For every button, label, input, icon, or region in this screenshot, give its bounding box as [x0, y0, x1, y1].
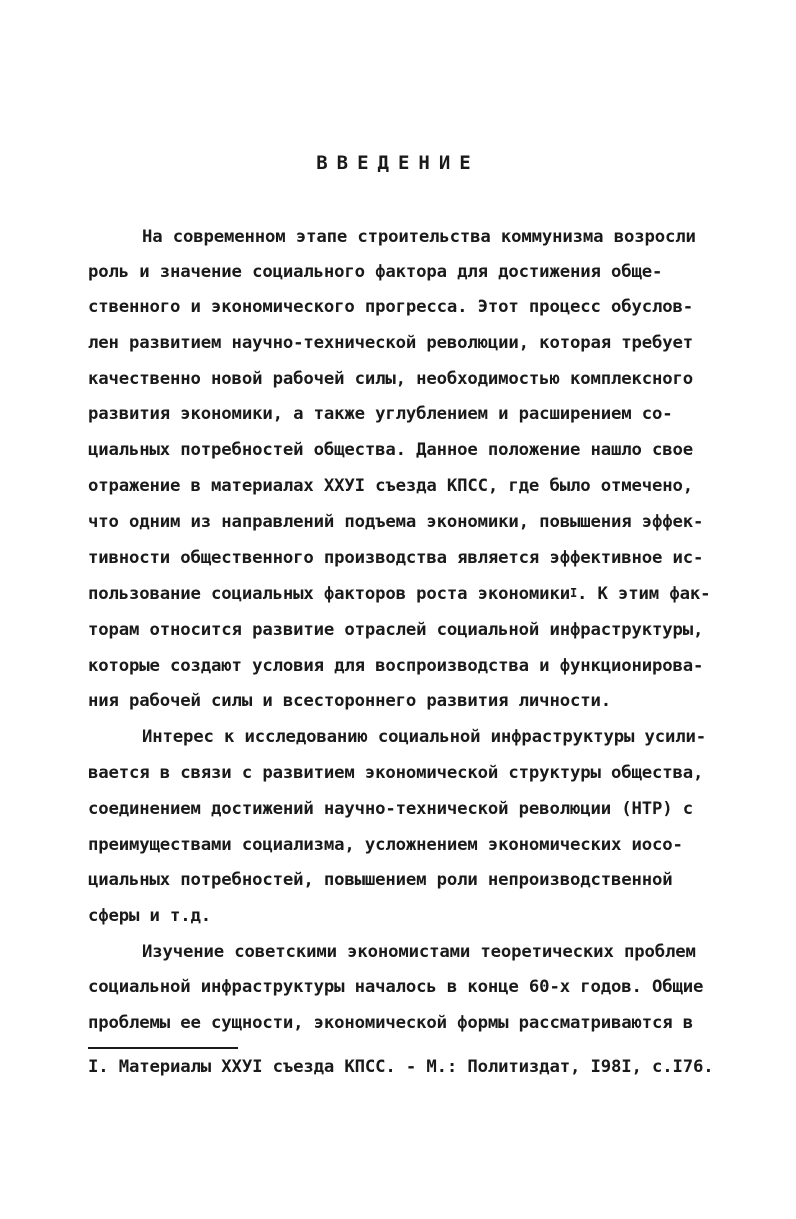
paragraph-2-line-2: вается в связи с развитием экономической структуры общества,	[88, 763, 704, 783]
paragraph-1-line-11-text: пользование социальных факторов роста экономики	[88, 584, 570, 604]
paragraph-2-line-6: сферы и т.д.	[88, 906, 212, 926]
paragraph-1-line-14: ния рабочей силы и всестороннего развития личности.	[88, 691, 611, 711]
page-title: ВВЕДЕНИЕ	[316, 152, 480, 174]
footnote-divider	[88, 1047, 238, 1049]
paragraph-1-line-13: которые создают условия для воспроизводства и функционирова-	[88, 656, 704, 676]
paragraph-1-line-11-tail: . К этим фак-	[577, 584, 711, 604]
footnote-marker: I	[569, 586, 578, 600]
paragraph-1-line-10: тивности общественного производства является эффективное ис-	[88, 548, 704, 568]
paragraph-1-line-9: что одним из направлений подъема экономики, повышения эффек-	[88, 512, 704, 532]
paragraph-3-line-1: Изучение советскими экономистами теоретических проблем	[142, 942, 696, 962]
paragraph-3-line-2: социальной инфраструктуры началось в конце 60-х годов. Общие	[88, 977, 704, 997]
paragraph-1-line-4: лен развитием научно-технической революции, которая требует	[88, 333, 693, 353]
paragraph-3-line-3: проблемы ее сущности, экономической формы рассматриваются в	[88, 1013, 693, 1033]
paragraph-1-line-12: торам относится развитие отраслей социальной инфраструктуры,	[88, 620, 704, 640]
paragraph-1-line-1: На современном этапе строительства коммунизма возросли	[142, 227, 696, 247]
paragraph-1-line-6: развития экономики, а также углублением и расширением со-	[88, 404, 673, 424]
footnote-text: I. Материалы ХХУI съезда КПСС. - М.: Политиздат, I98I, с.I76.	[88, 1057, 714, 1077]
paragraph-2-line-3: соединением достижений научно-технической революции (НТР) с	[88, 799, 693, 819]
paragraph-2-line-1: Интерес к исследованию социальной инфраструктуры усили-	[142, 727, 706, 747]
paragraph-1-line-11	[88, 584, 710, 605]
paragraph-1-line-3: ственного и экономического прогресса. Этот процесс обуслов-	[88, 297, 693, 317]
paragraph-2-line-5: циальных потребностей, повышением роли непроизводственной	[88, 870, 673, 890]
paragraph-1-line-8: отражение в материалах ХХУI съезда КПСС, где было отмечено,	[88, 476, 693, 496]
paragraph-1-line-5: качественно новой рабочей силы, необходимостью комплексного	[88, 369, 693, 389]
paragraph-1-line-7: циальных потребностей общества. Данное положение нашло свое	[88, 440, 693, 460]
paragraph-2-line-4: преимуществами социализма, усложнением экономических иосо-	[88, 835, 683, 855]
paragraph-1-line-2: роль и значение социального фактора для достижения обще-	[88, 262, 663, 282]
